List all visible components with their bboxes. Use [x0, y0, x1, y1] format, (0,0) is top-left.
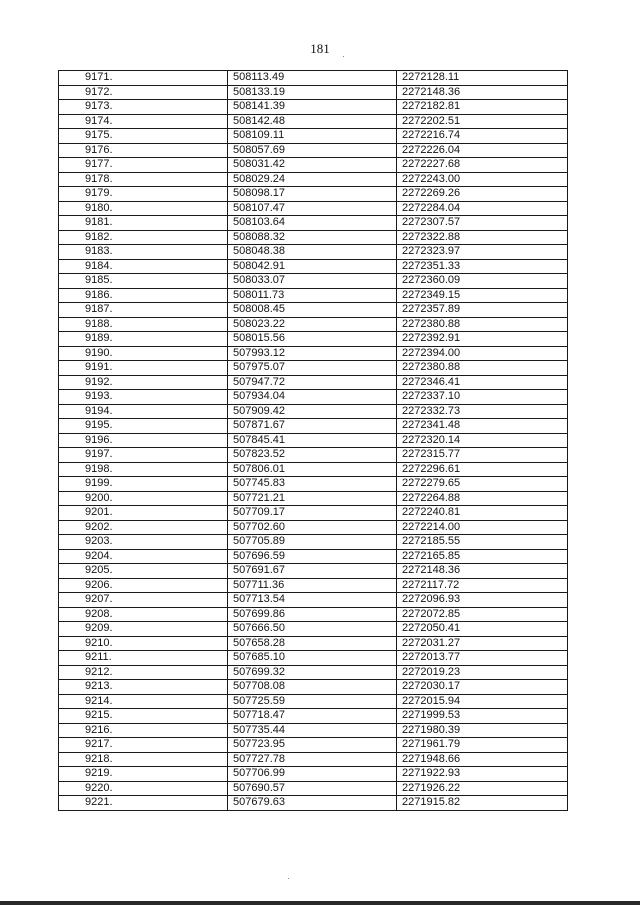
point-number-cell: 9182.: [59, 230, 228, 245]
point-number-cell: 9212.: [59, 665, 228, 680]
northing-cell: 2272332.73: [397, 404, 568, 419]
table-row: [59, 288, 568, 303]
table-row: [59, 129, 568, 144]
northing-cell: 2272182.81: [397, 100, 568, 115]
page-number: 181: [310, 41, 330, 56]
easting-cell: 507993.12: [228, 346, 397, 361]
northing-cell: 2272031.27: [397, 636, 568, 651]
point-number-cell: 9215.: [59, 709, 228, 724]
easting-cell: 508103.64: [228, 216, 397, 231]
easting-cell: 507871.67: [228, 419, 397, 434]
northing-cell: 2272165.85: [397, 549, 568, 564]
point-number-cell: 9207.: [59, 593, 228, 608]
northing-cell: 2272243.00: [397, 172, 568, 187]
easting-cell: 508088.32: [228, 230, 397, 245]
table-row: [59, 636, 568, 651]
easting-cell: 507947.72: [228, 375, 397, 390]
easting-cell: 507721.21: [228, 491, 397, 506]
point-number-cell: 9210.: [59, 636, 228, 651]
table-row: [59, 694, 568, 709]
table-row: [59, 71, 568, 86]
table-row: [59, 723, 568, 738]
northing-cell: 2272240.81: [397, 506, 568, 521]
northing-cell: 2272227.68: [397, 158, 568, 173]
northing-cell: 2272030.17: [397, 680, 568, 695]
point-number-cell: 9188.: [59, 317, 228, 332]
point-number-cell: 9185.: [59, 274, 228, 289]
northing-cell: 2272148.36: [397, 85, 568, 100]
point-number-cell: 9221.: [59, 796, 228, 811]
easting-cell: 507735.44: [228, 723, 397, 738]
northing-cell: 2272394.00: [397, 346, 568, 361]
northing-cell: 2272357.89: [397, 303, 568, 318]
point-number-cell: 9189.: [59, 332, 228, 347]
easting-cell: 507699.32: [228, 665, 397, 680]
scan-speck: [288, 878, 289, 879]
table-row: [59, 100, 568, 115]
table-row: [59, 390, 568, 405]
northing-cell: 2272380.88: [397, 317, 568, 332]
table-row: [59, 317, 568, 332]
northing-cell: 2272296.61: [397, 462, 568, 477]
easting-cell: 508011.73: [228, 288, 397, 303]
easting-cell: 508023.22: [228, 317, 397, 332]
point-number-cell: 9195.: [59, 419, 228, 434]
point-number-cell: 9219.: [59, 767, 228, 782]
point-number-cell: 9177.: [59, 158, 228, 173]
easting-cell: 508033.07: [228, 274, 397, 289]
easting-cell: 508141.39: [228, 100, 397, 115]
coordinates-table: [58, 70, 568, 811]
point-number-cell: 9217.: [59, 738, 228, 753]
northing-cell: 2272202.51: [397, 114, 568, 129]
easting-cell: 508015.56: [228, 332, 397, 347]
northing-cell: 2272019.23: [397, 665, 568, 680]
northing-cell: 2272392.91: [397, 332, 568, 347]
northing-cell: 2272216.74: [397, 129, 568, 144]
northing-cell: 2272264.88: [397, 491, 568, 506]
table-row: [59, 535, 568, 550]
northing-cell: 2271915.82: [397, 796, 568, 811]
easting-cell: 508133.19: [228, 85, 397, 100]
easting-cell: 507909.42: [228, 404, 397, 419]
scan-speck: [343, 56, 344, 57]
table-row: [59, 303, 568, 318]
table-row: [59, 332, 568, 347]
easting-cell: 507845.41: [228, 433, 397, 448]
table-row: [59, 404, 568, 419]
point-number-cell: 9175.: [59, 129, 228, 144]
point-number-cell: 9218.: [59, 752, 228, 767]
table-row: [59, 433, 568, 448]
easting-cell: 507696.59: [228, 549, 397, 564]
northing-cell: 2272341.48: [397, 419, 568, 434]
northing-cell: 2272226.04: [397, 143, 568, 158]
table-row: [59, 680, 568, 695]
point-number-cell: 9216.: [59, 723, 228, 738]
point-number-cell: 9214.: [59, 694, 228, 709]
table-row: [59, 448, 568, 463]
northing-cell: 2272279.65: [397, 477, 568, 492]
table-body: [59, 71, 568, 811]
table-row: [59, 158, 568, 173]
easting-cell: 507706.99: [228, 767, 397, 782]
easting-cell: 507725.59: [228, 694, 397, 709]
point-number-cell: 9171.: [59, 71, 228, 86]
northing-cell: 2272351.33: [397, 259, 568, 274]
easting-cell: 507691.67: [228, 564, 397, 579]
northing-cell: 2272148.36: [397, 564, 568, 579]
northing-cell: 2272128.11: [397, 71, 568, 86]
point-number-cell: 9209.: [59, 622, 228, 637]
easting-cell: 507658.28: [228, 636, 397, 651]
northing-cell: 2272315.77: [397, 448, 568, 463]
table-row: [59, 274, 568, 289]
easting-cell: 508008.45: [228, 303, 397, 318]
table-row: [59, 172, 568, 187]
easting-cell: 508107.47: [228, 201, 397, 216]
northing-cell: 2271999.53: [397, 709, 568, 724]
table-row: [59, 665, 568, 680]
easting-cell: 507705.89: [228, 535, 397, 550]
northing-cell: 2272346.41: [397, 375, 568, 390]
easting-cell: 508048.38: [228, 245, 397, 260]
easting-cell: 508029.24: [228, 172, 397, 187]
northing-cell: 2272380.88: [397, 361, 568, 376]
easting-cell: 507934.04: [228, 390, 397, 405]
table-row: [59, 738, 568, 753]
easting-cell: 507685.10: [228, 651, 397, 666]
point-number-cell: 9192.: [59, 375, 228, 390]
easting-cell: 508057.69: [228, 143, 397, 158]
easting-cell: 507823.52: [228, 448, 397, 463]
point-number-cell: 9181.: [59, 216, 228, 231]
northing-cell: 2272349.15: [397, 288, 568, 303]
point-number-cell: 9206.: [59, 578, 228, 593]
table-row: [59, 419, 568, 434]
point-number-cell: 9201.: [59, 506, 228, 521]
point-number-cell: 9198.: [59, 462, 228, 477]
table-row: [59, 622, 568, 637]
point-number-cell: 9193.: [59, 390, 228, 405]
point-number-cell: 9172.: [59, 85, 228, 100]
point-number-cell: 9197.: [59, 448, 228, 463]
northing-cell: 2271948.66: [397, 752, 568, 767]
table-row: [59, 796, 568, 811]
table-row: [59, 230, 568, 245]
point-number-cell: 9194.: [59, 404, 228, 419]
northing-cell: 2272322.88: [397, 230, 568, 245]
scan-bottom-edge: [0, 901, 640, 905]
easting-cell: 507711.36: [228, 578, 397, 593]
point-number-cell: 9187.: [59, 303, 228, 318]
point-number-cell: 9211.: [59, 651, 228, 666]
easting-cell: 507727.78: [228, 752, 397, 767]
northing-cell: 2272185.55: [397, 535, 568, 550]
easting-cell: 507709.17: [228, 506, 397, 521]
table-row: [59, 259, 568, 274]
point-number-cell: 9203.: [59, 535, 228, 550]
table-row: [59, 564, 568, 579]
point-number-cell: 9205.: [59, 564, 228, 579]
easting-cell: 507713.54: [228, 593, 397, 608]
northing-cell: 2272050.41: [397, 622, 568, 637]
table-row: [59, 491, 568, 506]
northing-cell: 2272013.77: [397, 651, 568, 666]
table-row: [59, 593, 568, 608]
point-number-cell: 9204.: [59, 549, 228, 564]
northing-cell: 2272015.94: [397, 694, 568, 709]
easting-cell: 508031.42: [228, 158, 397, 173]
table-row: [59, 245, 568, 260]
table-row: [59, 709, 568, 724]
northing-cell: 2271926.22: [397, 781, 568, 796]
table-row: [59, 462, 568, 477]
point-number-cell: 9179.: [59, 187, 228, 202]
easting-cell: 508113.49: [228, 71, 397, 86]
point-number-cell: 9173.: [59, 100, 228, 115]
table-row: [59, 114, 568, 129]
table-row: [59, 651, 568, 666]
point-number-cell: 9191.: [59, 361, 228, 376]
easting-cell: 508042.91: [228, 259, 397, 274]
northing-cell: 2271961.79: [397, 738, 568, 753]
northing-cell: 2272096.93: [397, 593, 568, 608]
table-row: [59, 201, 568, 216]
table-row: [59, 549, 568, 564]
easting-cell: 508109.11: [228, 129, 397, 144]
point-number-cell: 9200.: [59, 491, 228, 506]
point-number-cell: 9196.: [59, 433, 228, 448]
table-row: [59, 216, 568, 231]
point-number-cell: 9180.: [59, 201, 228, 216]
northing-cell: 2271980.39: [397, 723, 568, 738]
point-number-cell: 9202.: [59, 520, 228, 535]
point-number-cell: 9184.: [59, 259, 228, 274]
easting-cell: 507806.01: [228, 462, 397, 477]
table-row: [59, 752, 568, 767]
table-row: [59, 520, 568, 535]
table-row: [59, 361, 568, 376]
northing-cell: 2272117.72: [397, 578, 568, 593]
point-number-cell: 9208.: [59, 607, 228, 622]
northing-cell: 2272284.04: [397, 201, 568, 216]
table-row: [59, 187, 568, 202]
point-number-cell: 9176.: [59, 143, 228, 158]
table-row: [59, 578, 568, 593]
northing-cell: 2272307.57: [397, 216, 568, 231]
easting-cell: 507745.83: [228, 477, 397, 492]
easting-cell: 507723.95: [228, 738, 397, 753]
point-number-cell: 9190.: [59, 346, 228, 361]
northing-cell: 2272360.09: [397, 274, 568, 289]
table-row: [59, 506, 568, 521]
table-row: [59, 767, 568, 782]
northing-cell: 2272072.85: [397, 607, 568, 622]
point-number-cell: 9186.: [59, 288, 228, 303]
point-number-cell: 9199.: [59, 477, 228, 492]
easting-cell: 507975.07: [228, 361, 397, 376]
point-number-cell: 9174.: [59, 114, 228, 129]
table-row: [59, 607, 568, 622]
easting-cell: 507708.08: [228, 680, 397, 695]
northing-cell: 2272269.26: [397, 187, 568, 202]
easting-cell: 507666.50: [228, 622, 397, 637]
point-number-cell: 9213.: [59, 680, 228, 695]
table-row: [59, 477, 568, 492]
northing-cell: 2272320.14: [397, 433, 568, 448]
table-row: [59, 85, 568, 100]
easting-cell: 507702.60: [228, 520, 397, 535]
northing-cell: 2272214.00: [397, 520, 568, 535]
table-row: [59, 375, 568, 390]
table-row: [59, 781, 568, 796]
point-number-cell: 9183.: [59, 245, 228, 260]
easting-cell: 507679.63: [228, 796, 397, 811]
point-number-cell: 9178.: [59, 172, 228, 187]
easting-cell: 507699.86: [228, 607, 397, 622]
table-row: [59, 143, 568, 158]
easting-cell: 507690.57: [228, 781, 397, 796]
easting-cell: 507718.47: [228, 709, 397, 724]
northing-cell: 2272337.10: [397, 390, 568, 405]
point-number-cell: 9220.: [59, 781, 228, 796]
northing-cell: 2272323.97: [397, 245, 568, 260]
northing-cell: 2271922.93: [397, 767, 568, 782]
easting-cell: 508142.48: [228, 114, 397, 129]
easting-cell: 508098.17: [228, 187, 397, 202]
table-row: [59, 346, 568, 361]
